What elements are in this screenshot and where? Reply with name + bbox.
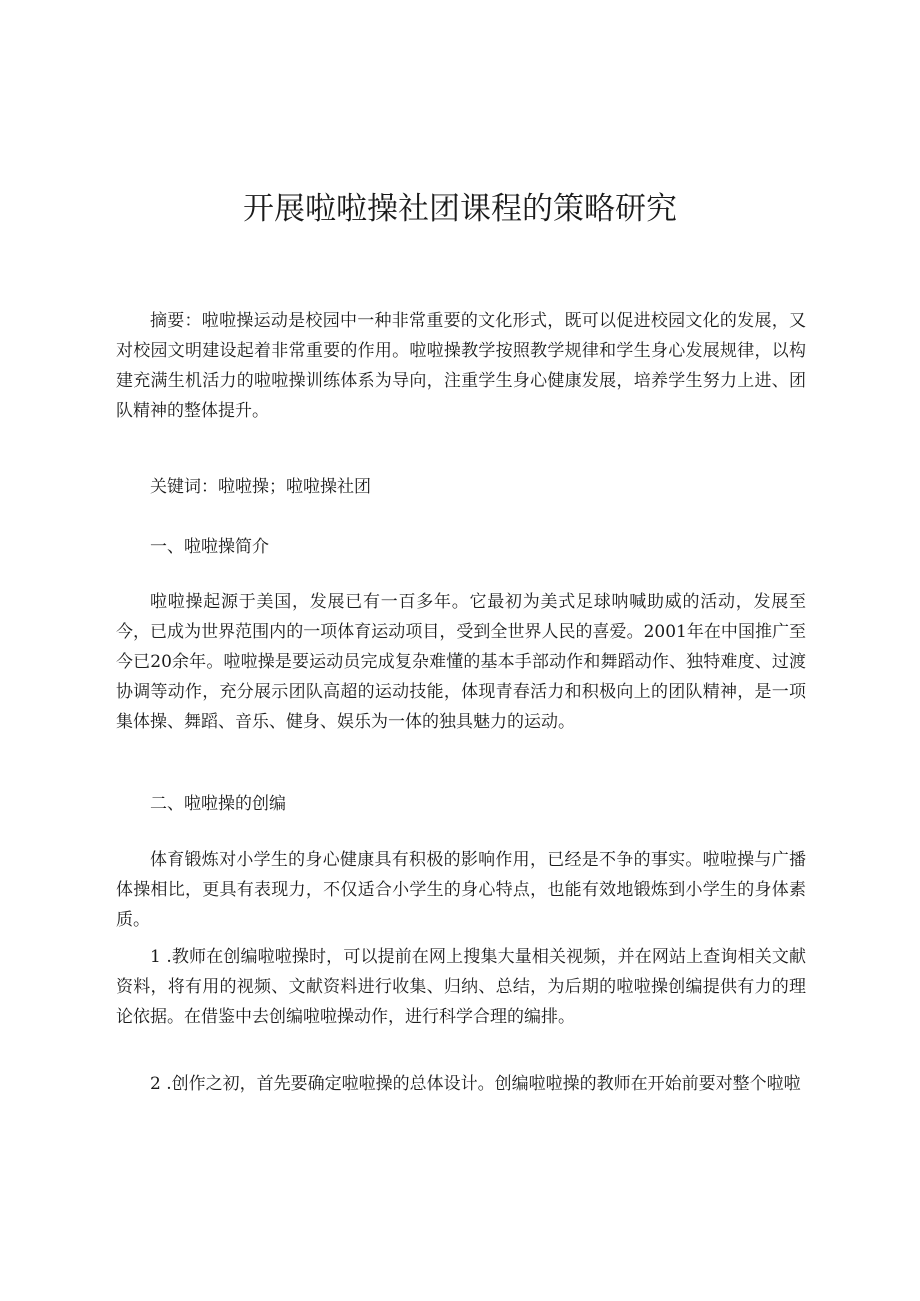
section2-body: 体育锻炼对小学生的身心健康具有积极的影响作用，已经是不争的事实。啦啦操与广播体操相比，更具有表现力，不仅适合小学生的身心特点，也能有效地锻炼到小学生的身体素质。 <box>116 850 806 930</box>
section1-heading: 一、啦啦操简介 <box>150 537 269 557</box>
section2-item-2: 2 .创作之初，首先要确定啦啦操的总体设计。创编啦啦操的教师在开始前要对整个啦啦 <box>150 1074 801 1094</box>
keywords-line: 关键词：啦啦操；啦啦操社团 <box>150 477 371 497</box>
section1-body: 啦啦操起源于美国，发展已有一百多年。它最初为美式足球呐喊助威的活动，发展至今，已成为世界范围内的一项体育运动项目，受到全世界人民的喜爱。2001年在中国推广至今已20余年。啦啦操是要运动员完成复杂难懂的基本手部动作和舞蹈动作、独特难度、过渡协调等动作，充分展示团队高超的运动技能，体现青春活力和积极向上的团队精神，是一项集体操、舞蹈、音乐、健身、娱乐为一体的独具魅力的运动。 <box>116 592 806 732</box>
abstract-paragraph: 摘要：啦啦操运动是校园中一种非常重要的文化形式，既可以促进校园文化的发展，又对校园文明建设起着非常重要的作用。啦啦操教学按照教学规律和学生身心发展规律，以构建充满生机活力的啦啦操训练体系为导向，注重学生身心健康发展，培养学生努力上进、团队精神的整体提升。 <box>116 311 806 421</box>
section2-item-1: 1 .教师在创编啦啦操时，可以提前在网上搜集大量相关视频，并在网站上查询相关文献资料，将有用的视频、文献资料进行收集、归纳、总结，为后期的啦啦操创编提供有力的理论依据。在借鉴中去创编啦啦操动作，进行科学合理的编排。 <box>116 947 806 1027</box>
document-title: 开展啦啦操社团课程的策略研究 <box>243 190 677 227</box>
section2-heading: 二、啦啦操的创编 <box>150 794 286 814</box>
